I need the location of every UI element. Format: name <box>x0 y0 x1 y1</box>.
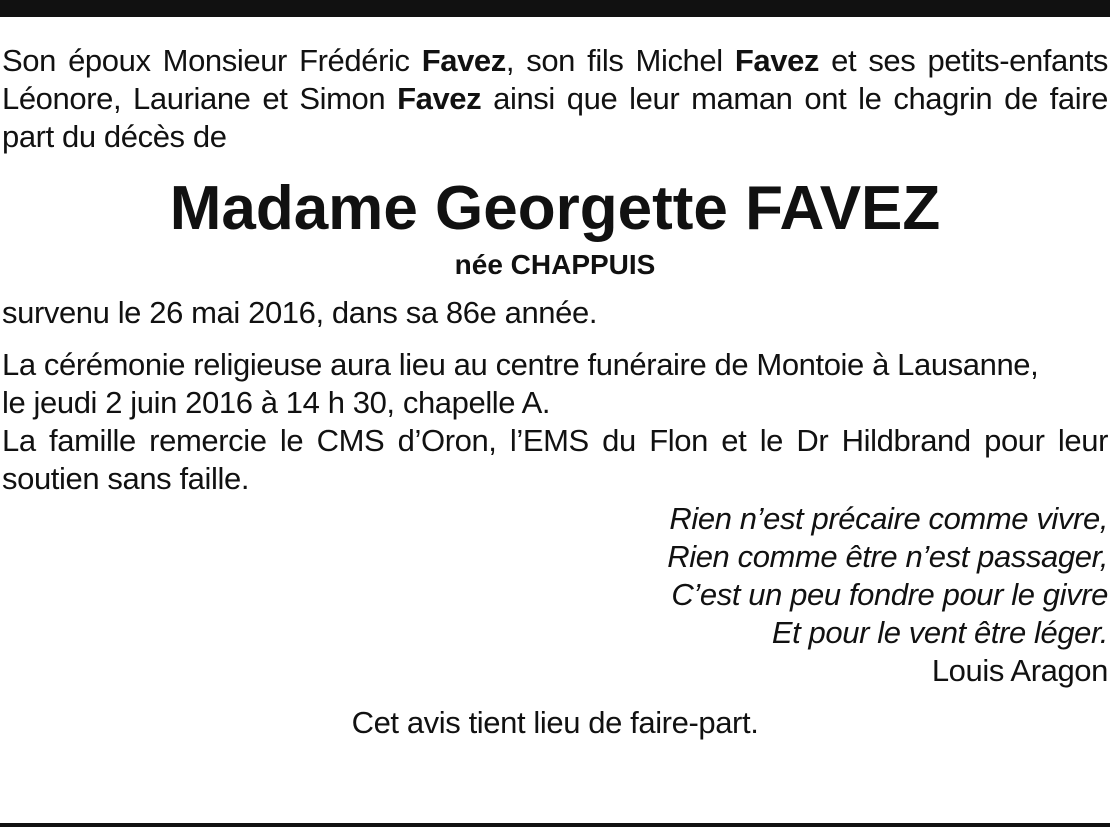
intro-paragraph <box>2 42 1108 156</box>
thanks-paragraph: La famille remercie le CMS d’Oron, l’EMS du Flon et le Dr Hildbrand pour leur soutien sans faille. <box>2 423 1108 496</box>
surname-bold-3: Favez <box>397 81 482 116</box>
ceremony-line-1: La cérémonie religieuse aura lieu au centre funéraire de Montoie à Lausanne, <box>2 347 1039 382</box>
intro-text-4: ainsi que leur maman ont le chagrin de faire part du décès de <box>2 81 1108 154</box>
obituary-notice <box>2 42 1108 742</box>
ceremony-paragraph <box>2 346 1108 422</box>
poem-verse: Et pour le vent être léger. <box>771 615 1108 650</box>
intro-text-2: , son fils Michel <box>505 43 735 78</box>
poem-quote <box>2 500 1108 690</box>
maiden-name: née CHAPPUIS <box>454 249 656 280</box>
top-border-rule <box>0 0 1110 17</box>
footer-note: Cet avis tient lieu de faire-part. <box>351 705 759 740</box>
death-date-line: survenu le 26 mai 2016, dans sa 86e année. <box>2 295 598 330</box>
poem-verse: Rien n’est précaire comme vivre, <box>669 501 1108 536</box>
ceremony-line-2: le jeudi 2 juin 2016 à 14 h 30, chapelle A. <box>2 385 551 420</box>
bottom-border-rule <box>0 823 1110 827</box>
surname-bold-1: Favez <box>421 43 506 78</box>
deceased-name: Madame Georgette FAVEZ <box>169 174 941 243</box>
poem-author: Louis Aragon <box>931 653 1108 688</box>
surname-bold-2: Favez <box>734 43 820 78</box>
intro-text-1: Son époux Monsieur Frédéric <box>2 43 422 78</box>
intro-text-3: et ses petits-enfants Léonore, Lauriane et Simon <box>2 43 1109 116</box>
poem-verse: C’est un peu fondre pour le givre <box>671 577 1108 612</box>
poem-verse: Rien comme être n’est passager, <box>667 539 1108 574</box>
